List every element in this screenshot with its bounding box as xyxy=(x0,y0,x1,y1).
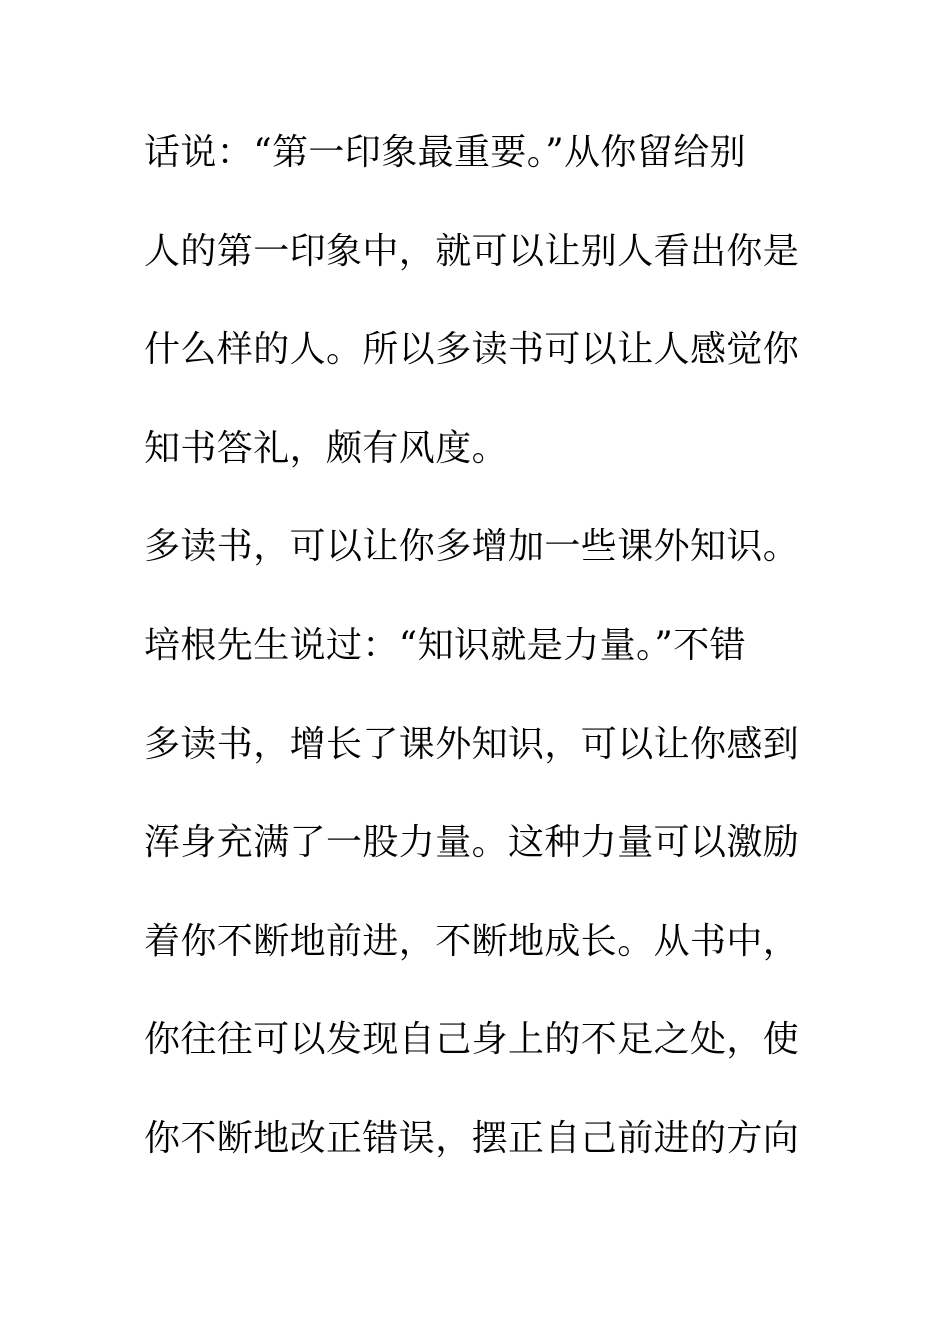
text-line-5: 多读书，可以让你多增加一些课外知识。 xyxy=(144,526,800,568)
text-line-2: 人的第一印象中，就可以让别人看出你是 xyxy=(144,230,800,272)
text-line-1: 话说：“第一印象最重要。”从你留给别 xyxy=(144,132,747,173)
text-line-10: 你往往可以发现自己身上的不足之处，使 xyxy=(144,1019,800,1061)
text-line-6: 培根先生说过：“知识就是力量。”不错 xyxy=(144,624,747,666)
body-text xyxy=(144,124,814,1209)
text-line-4: 知书答礼，颇有风度。 xyxy=(144,427,509,469)
text-line-9: 着你不断地前进，不断地成长。从书中， xyxy=(144,920,800,962)
text-line-11: 你不断地改正错误，摆正自己前进的方向 xyxy=(144,1117,800,1159)
text-line-7: 多读书，增长了课外知识，可以让你感到 xyxy=(144,723,800,765)
text-line-3: 什么样的人。所以多读书可以让人感觉你 xyxy=(144,329,800,371)
text-line-8: 浑身充满了一股力量。这种力量可以激励 xyxy=(144,822,800,864)
